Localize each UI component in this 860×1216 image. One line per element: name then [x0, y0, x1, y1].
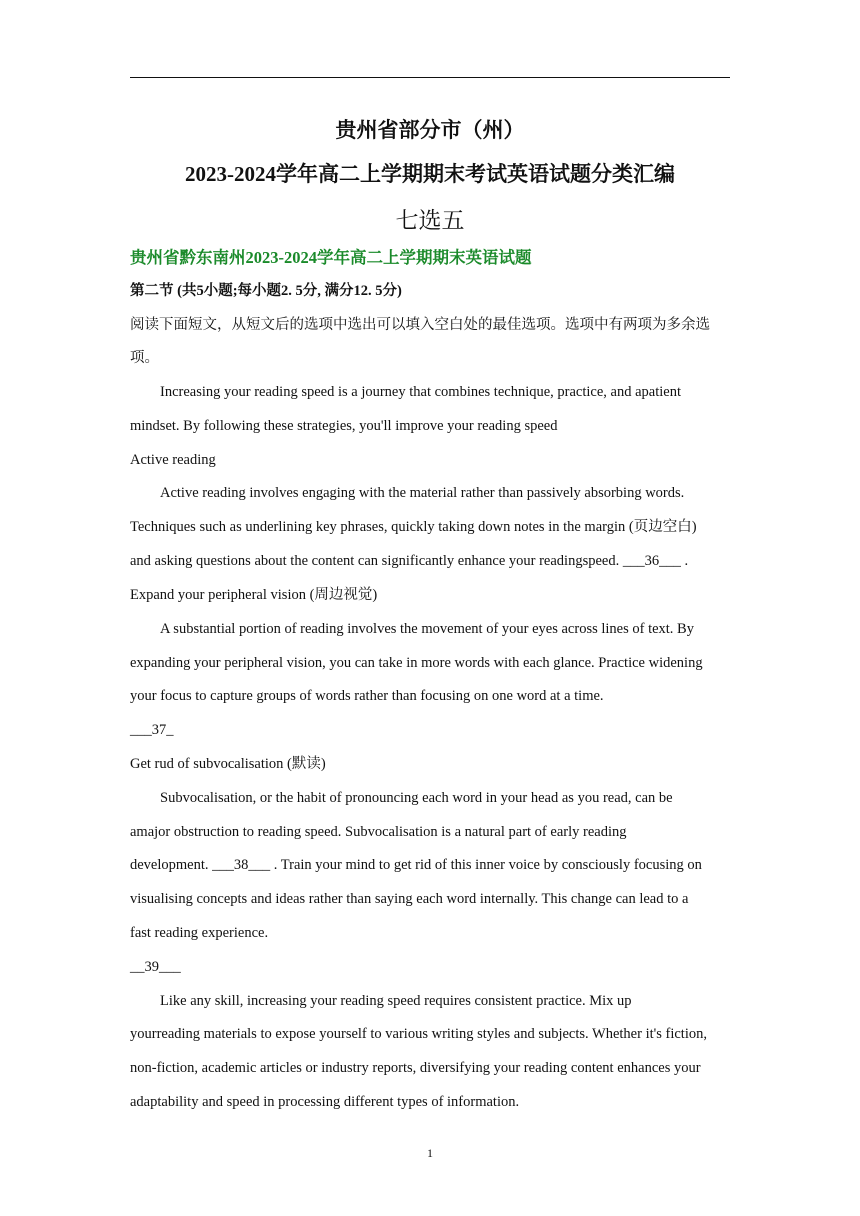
instructions-line-1: 阅读下面短文，从短文后的选项中选出可以填入空白处的最佳选项。选项中有两项为多余选: [130, 317, 710, 333]
title-line-2: 2023-2024学年高二上学期期末考试英语试题分类汇编: [185, 162, 675, 186]
paragraph-5-line-3: non-fiction, academic articles or industry reports, diversifying your reading content enhances your: [130, 1060, 701, 1076]
paragraph-3-line-1: A substantial portion of reading involves the movement of your eyes across lines of text. By: [160, 621, 694, 637]
paragraph-2-line-1: Active reading involves engaging with the material rather than passively absorbing words.: [160, 485, 685, 501]
blank-38: ___38___: [212, 857, 271, 873]
instructions-line-2: 项。: [130, 350, 159, 366]
subheading-active-reading: Active reading: [130, 452, 216, 468]
subheading-subvocalisation: Get rud of subvocalisation (默读): [130, 756, 326, 772]
paragraph-5-line-2: yourreading materials to expose yourself to various writing styles and subjects. Whether it's fiction,: [130, 1026, 707, 1042]
part-heading: 第二节 (共5小题;每小题2. 5分, 满分12. 5分): [130, 283, 402, 299]
paragraph-2-end: .: [680, 553, 689, 569]
paragraph-3-line-3: your focus to capture groups of words rather than focusing on one word at a time.: [130, 688, 604, 704]
title-line-1: 贵州省部分市（州）: [335, 118, 525, 142]
paragraph-4-line-2: amajor obstruction to reading speed. Subvocalisation is a natural part of early reading: [130, 824, 627, 840]
paragraph-2-line-3: [130, 554, 688, 569]
paragraph-4-line-3: [130, 858, 702, 873]
subheading-peripheral-vision: Expand your peripheral vision (周边视觉): [130, 587, 378, 603]
paragraph-4-line-4: visualising concepts and ideas rather than saying each word internally. This change can lead to a: [130, 891, 689, 907]
title-line-3: 七选五: [395, 208, 465, 233]
paragraph-5-line-4: adaptability and speed in processing different types of information.: [130, 1094, 520, 1110]
paragraph-1-line-1: Increasing your reading speed is a journey that combines technique, practice, and apatient: [160, 384, 681, 400]
paragraph-2-text: and asking questions about the content can significantly enhance your readingspeed.: [130, 553, 623, 569]
paragraph-2-line-2: Techniques such as underlining key phrases, quickly taking down notes in the margin (页边空白): [130, 519, 697, 535]
page-number: 1: [427, 1146, 433, 1160]
header-rule: [130, 77, 730, 78]
paragraph-5-line-1: Like any skill, increasing your reading speed requires consistent practice. Mix up: [160, 993, 632, 1009]
paragraph-4-line-5: fast reading experience.: [130, 925, 269, 941]
paragraph-4-line-1: Subvocalisation, or the habit of pronouncing each word in your head as you read, can be: [160, 790, 673, 806]
blank-37: ___37_: [130, 722, 174, 738]
paragraph-4-end: . Train your mind to get rid of this inner voice by consciously focusing on: [270, 857, 702, 873]
blank-39: __39___: [130, 959, 181, 975]
paragraph-4-text: development.: [130, 857, 213, 873]
paragraph-1-line-2: mindset. By following these strategies, you'll improve your reading speed: [130, 418, 558, 434]
paragraph-3-line-2: expanding your peripheral vision, you can take in more words with each glance. Practice widening: [130, 655, 703, 671]
source-heading: 贵州省黔东南州2023-2024学年高二上学期期末英语试题: [130, 248, 532, 267]
blank-36: ___36___: [622, 553, 681, 569]
